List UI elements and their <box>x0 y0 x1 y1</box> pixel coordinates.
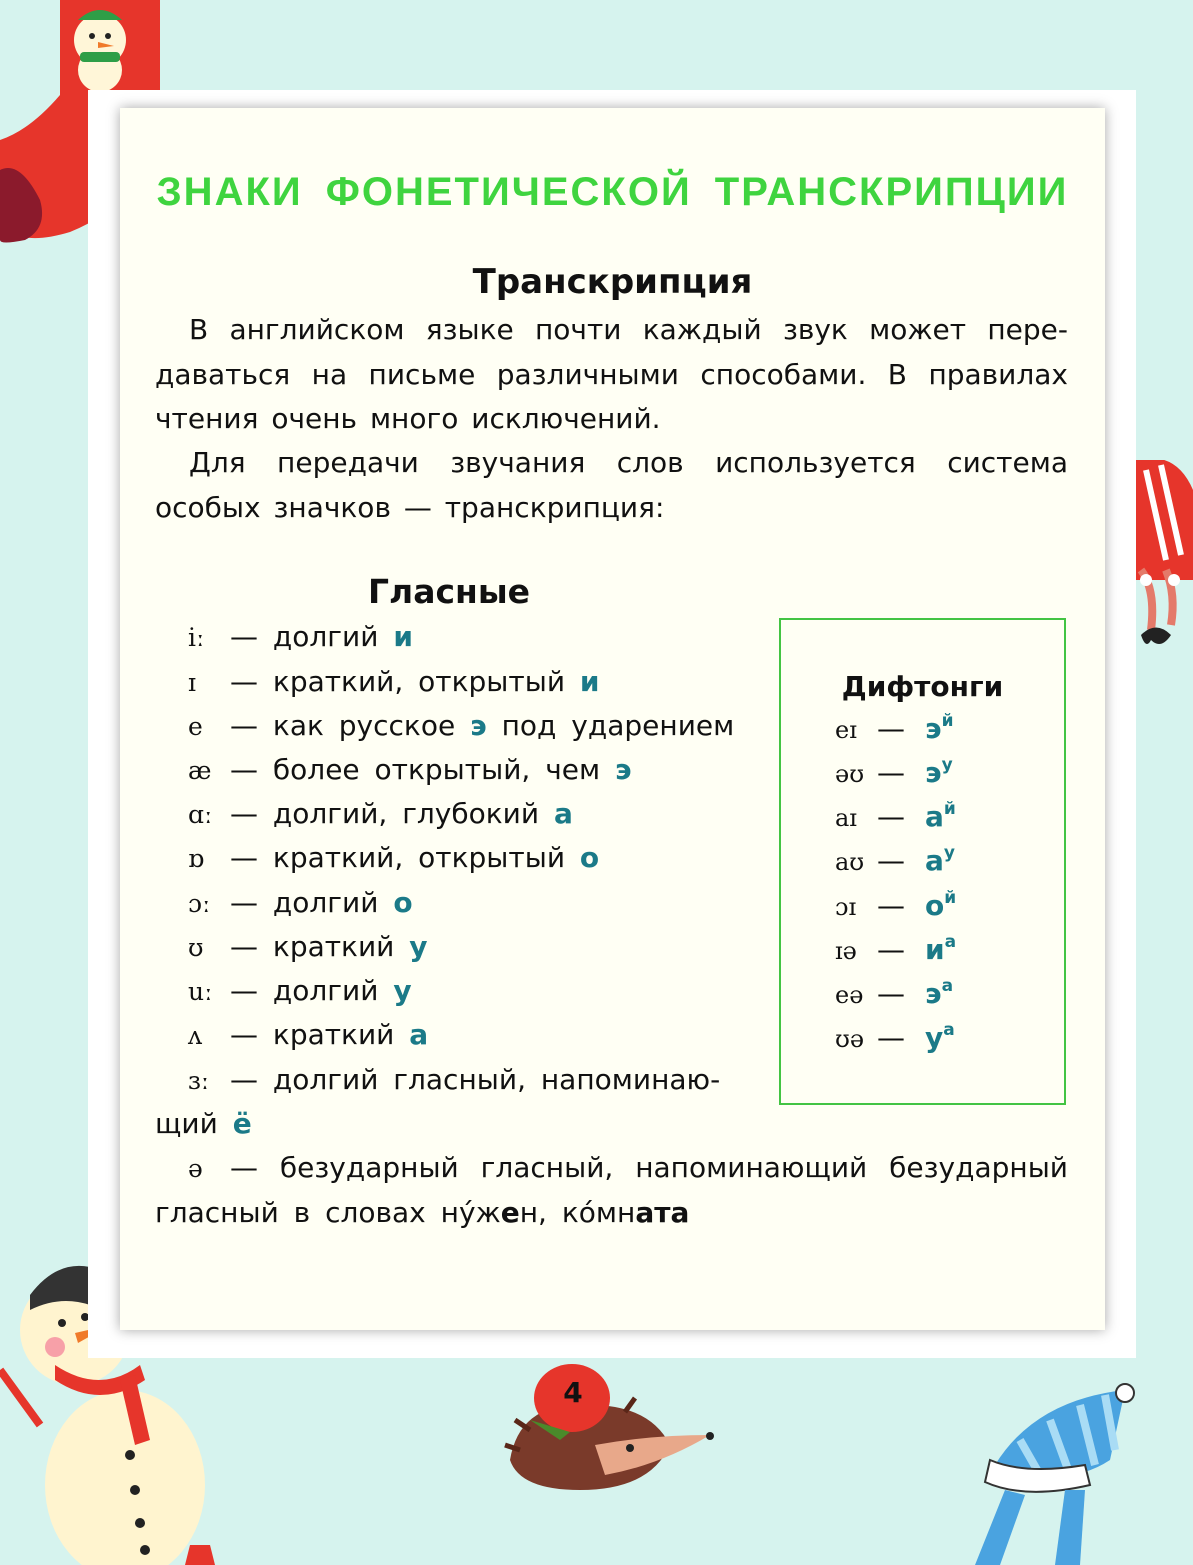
vowel-row: ʊ — краткий у <box>188 930 428 963</box>
vowel-row: ʌ — краткий а <box>188 1018 429 1051</box>
hedgehog-illustration <box>500 1350 725 1510</box>
diphthong-row: əʊ — $э^у$ <box>835 755 953 789</box>
vowel-row: e — как русское э под ударением <box>188 709 735 742</box>
intro-paragraph-1-line-3: чтения очень много исключений. <box>155 402 661 435</box>
intro-paragraph-2-line-2: особых значков — транскрипция: <box>155 491 665 524</box>
vowel-row: æ — более открытый, чем э <box>188 753 632 786</box>
vowel-row-schwa: ə — безударный гласный, напоминающий безударный <box>188 1151 1068 1184</box>
diphthong-row: ɪə — $и^а$ <box>835 932 957 966</box>
page-title: ЗНАКИ ФОНЕТИЧЕСКОЙ ТРАНСКРИПЦИИ <box>156 170 1069 214</box>
vowel-row: ɑː — долгий, глубокий а <box>188 797 573 830</box>
intro-paragraph-1-line-2: даваться на письме различными способами. В правилах <box>155 358 1068 391</box>
diphthong-row: aʊ — $а^у$ <box>835 843 955 877</box>
diphthong-row: ʊə — $у^а$ <box>835 1020 955 1054</box>
vowel-row-long-er: ɜː — долгий гласный, напоминаю- <box>188 1063 721 1096</box>
vowel-row-long-er-cont: щий ё <box>155 1107 252 1140</box>
page-number: 4 <box>563 1376 583 1409</box>
vowel-row: ɪ — краткий, открытый и <box>188 665 600 698</box>
diphthong-row: ɔɪ — $о^й$ <box>835 888 957 922</box>
intro-paragraph-2: Для передачи звучания слов используется система <box>189 446 1068 479</box>
vowel-row: uː — долгий у <box>188 974 412 1007</box>
gnome-illustration <box>1136 460 1193 660</box>
diphthong-row: eɪ — $э^й$ <box>835 711 954 745</box>
hat-illustration <box>965 1380 1193 1565</box>
section-title: Транскрипция <box>472 262 753 302</box>
vowel-row: ɔː — долгий о <box>188 886 413 919</box>
diphthongs-heading: Дифтонги <box>841 670 1004 703</box>
vowel-row-schwa-cont: гласный в словах ну́жен, ко́мната <box>155 1196 690 1229</box>
vowel-row: ɒ — краткий, открытый о <box>188 841 600 874</box>
diphthong-row: eə — $э^а$ <box>835 976 954 1010</box>
vowel-row: iː — долгий и <box>188 620 413 653</box>
diphthong-row: aɪ — $а^й$ <box>835 799 956 833</box>
vowels-heading: Гласные <box>368 572 531 611</box>
intro-paragraph-1: В английском языке почти каждый звук может пере- <box>189 313 1068 346</box>
diphthongs-box <box>779 618 1066 1105</box>
